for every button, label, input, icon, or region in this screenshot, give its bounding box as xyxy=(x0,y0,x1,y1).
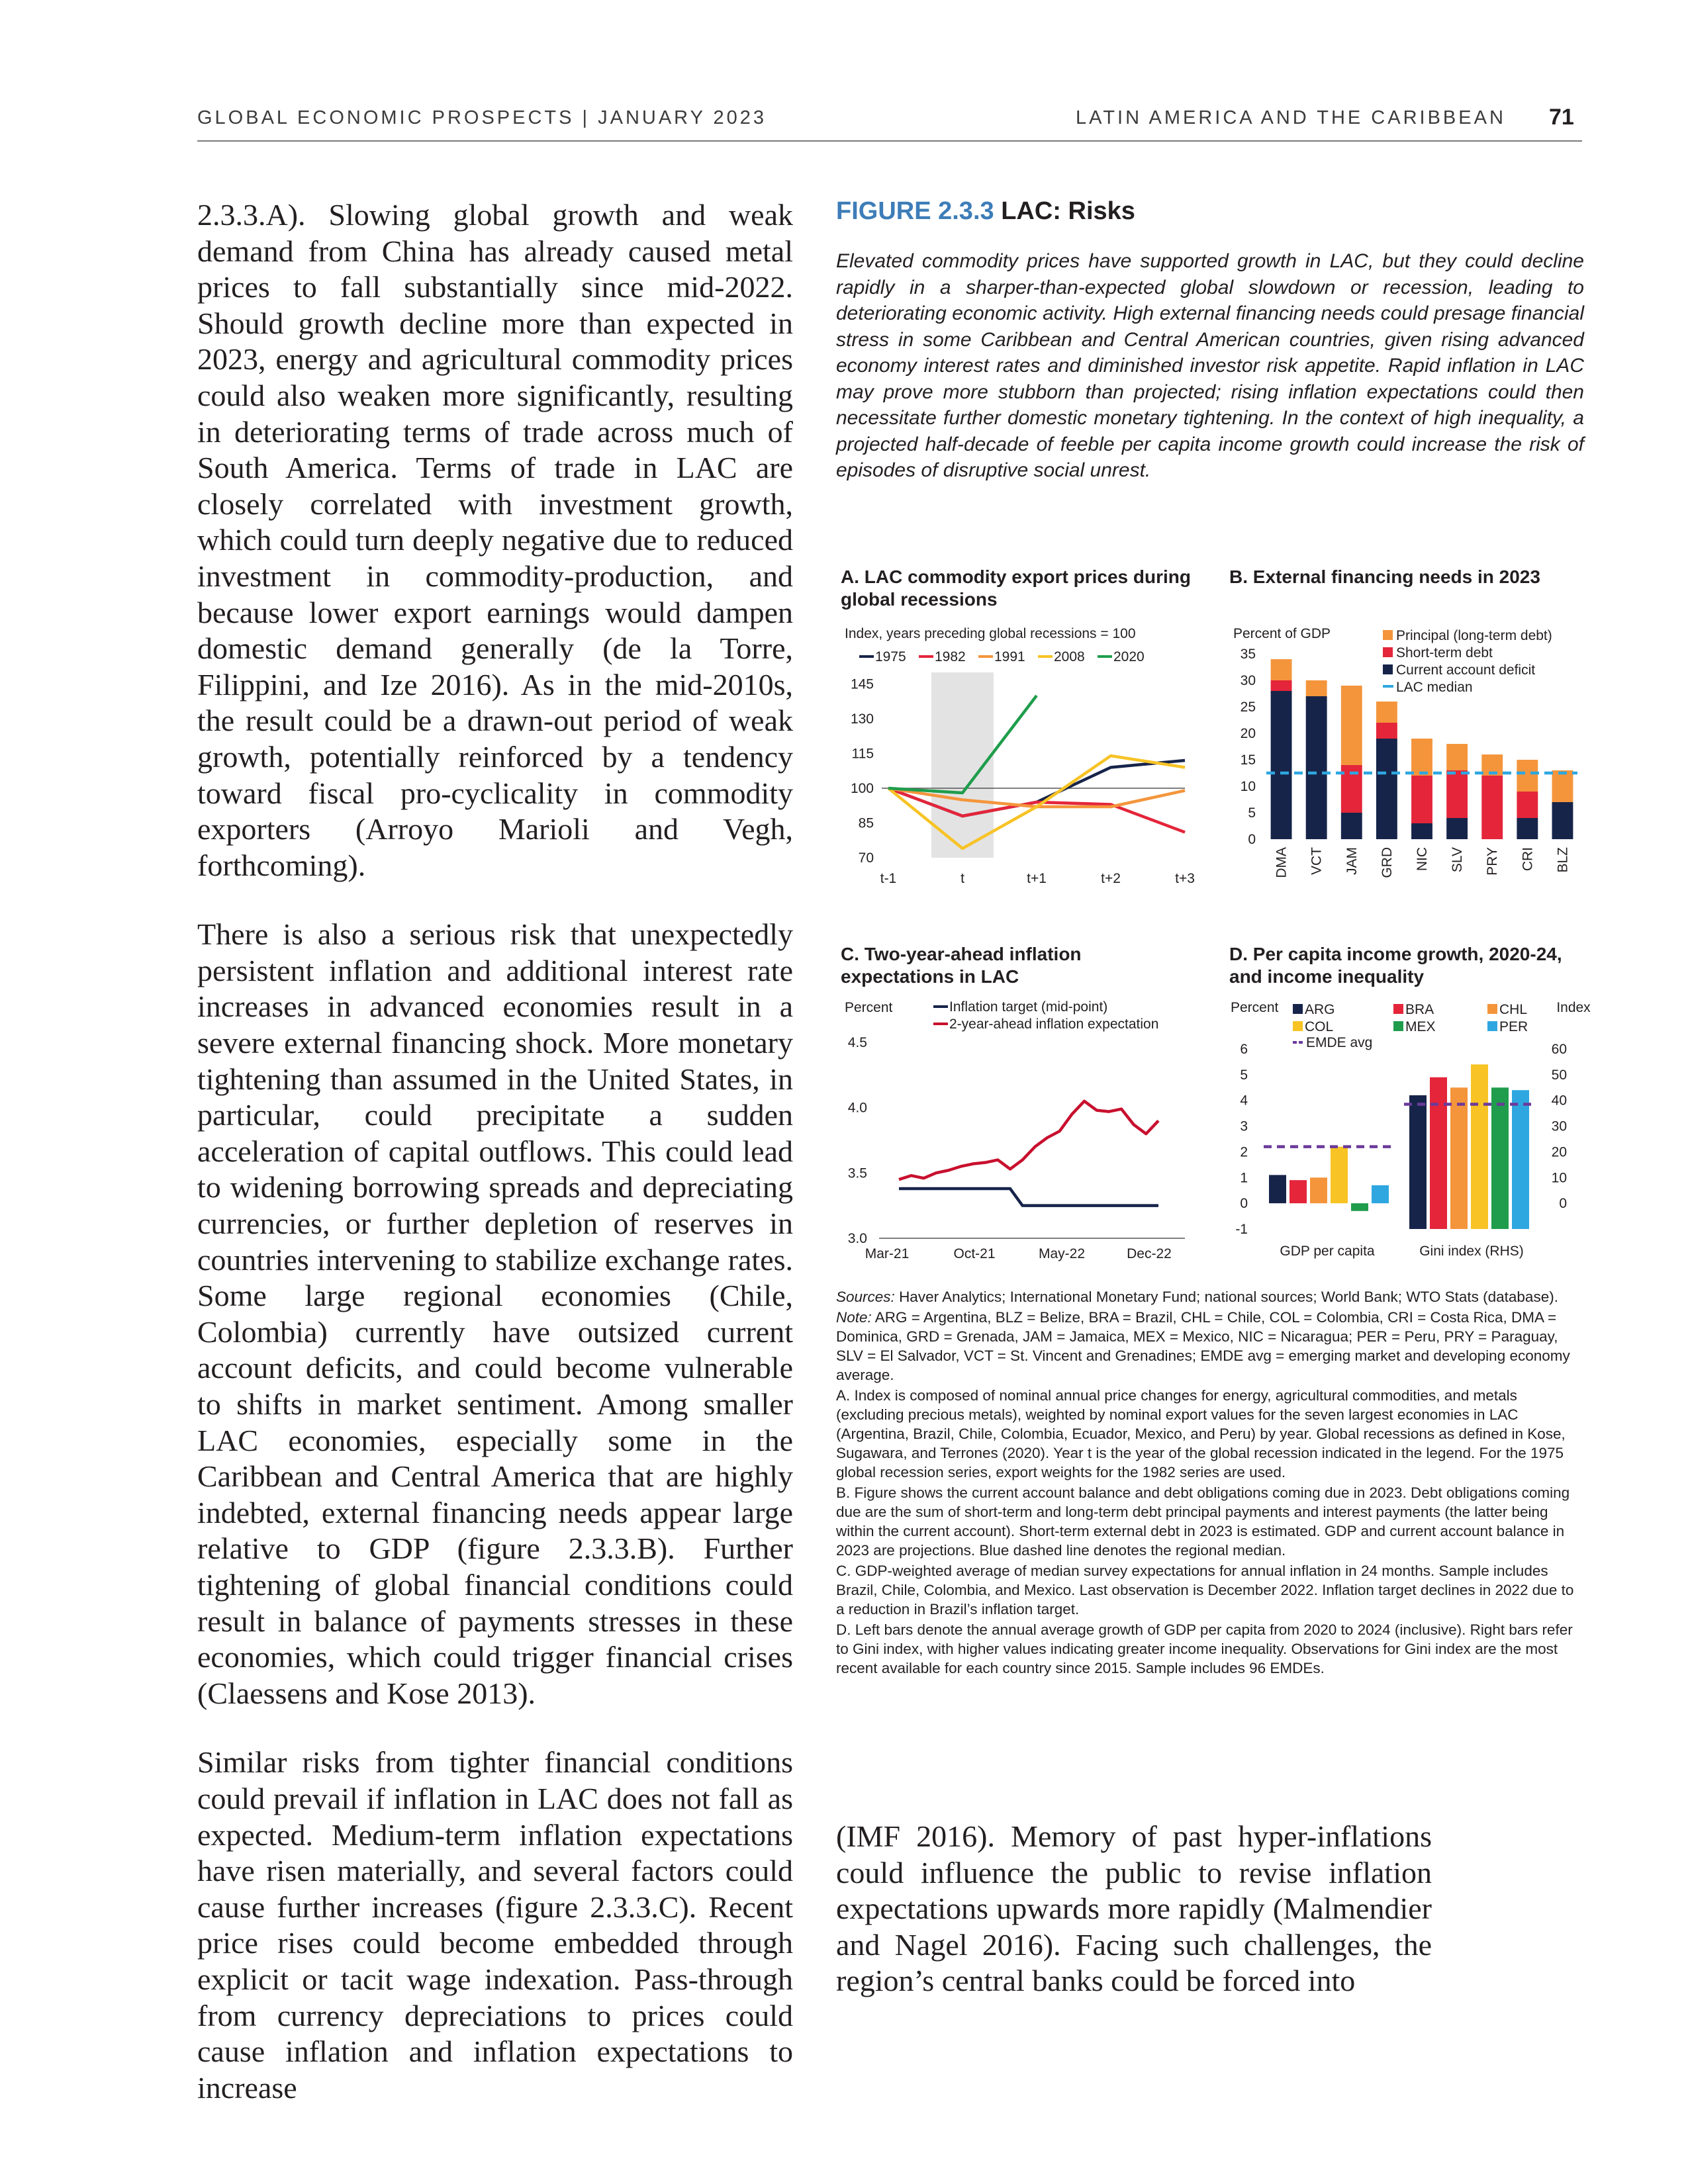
body-paragraph: 2.3.3.A). Slowing global growth and weak demand from China has already caused metal prices to fall substantially since mid-2022. Should growth decline more than expected in 2023, energy and agricultural commodity prices could also weaken more significantly, resulting in deteriorating terms of trade across much of South America. Terms of trade in LAC are closely correlated with investment growth, which could turn deeply negative due to reduced investment in commodity-production, and because lower export earnings would dampen domestic demand generally (de la Torre, Filippini, and Ize 2016). As in the mid-2010s, the result could be a drawn-out period of weak growth, potentially reinforced by a tendency toward fiscal pro-cyclicality in commodity exporters (Arroyo Marioli and Vegh, forthcoming). xyxy=(197,198,793,882)
chart-a-legend-label: 2020 xyxy=(1113,649,1145,664)
chart-b-xtick: CRI xyxy=(1520,847,1536,872)
chart-c-ytick: 3.0 xyxy=(847,1231,867,1246)
chart-a-ytick: 115 xyxy=(851,746,874,762)
chart-d-ytick: 3 xyxy=(1240,1118,1248,1134)
chart-d-legend-swatch xyxy=(1293,1004,1303,1014)
chart-b-bar-principal-long-term-debt- xyxy=(1341,686,1362,765)
chart-d-legend-swatch xyxy=(1393,1004,1403,1014)
chart-b-financing-needs xyxy=(1229,622,1587,900)
note-b: B. Figure shows the current account balance and debt obligations coming due in 2023. Debt obligations coming due are the sum of short-term and long-term debt principal payments and interest payments (the latter being within the current account). Short-term external debt in 2023 is estimated. GDP and current account balance in 2023 are projections. Blue dashed line denotes the regional median. xyxy=(836,1484,1570,1559)
sources-text: Haver Analytics; International Monetary Fund; national sources; World Bank; WTO Stats (database). xyxy=(899,1289,1558,1305)
chart-d-legend-swatch xyxy=(1487,1021,1497,1031)
chart-b-bar-current-account-deficit xyxy=(1552,802,1573,839)
chart-d-ytick: 2 xyxy=(1240,1144,1248,1160)
panel-b-title: B. External financing needs in 2023 xyxy=(1229,567,1540,587)
figure-notes xyxy=(836,1287,1584,1679)
chart-b-bar-principal-long-term-debt- xyxy=(1552,770,1573,802)
chart-d-gini-bar-chl xyxy=(1450,1087,1468,1229)
chart-d-gini-bar-mex xyxy=(1491,1087,1509,1229)
page-number: 71 xyxy=(1549,105,1574,130)
figure-caption: Elevated commodity prices have supported growth in LAC, but they could decline rapidly in a sharper-than-expected global slowdown or recession, leading to deteriorating economic activity. High external financing needs could presage financial stress in some Caribbean and Central American countries, given rising advanced economy interest rates and diminished investor risk appetite. Rapid inflation in LAC may prove more stubborn than projected; rising inflation expectations could then necessitate further domestic monetary tightening. In the context of high inequality, a projected half-decade of feeble per capita income growth could increase the risk of episodes of disruptive social unrest. xyxy=(836,250,1584,481)
chart-a-ytick: 145 xyxy=(850,676,874,692)
chart-d-y2tick: 20 xyxy=(1551,1144,1567,1160)
header-rule xyxy=(197,140,1582,142)
chart-a-xtick: t+3 xyxy=(1175,871,1195,886)
chart-d-legend-swatch xyxy=(1393,1021,1403,1031)
chart-b-bar-short-term-debt xyxy=(1411,776,1432,823)
chart-d-legend-label: BRA xyxy=(1405,1002,1434,1017)
chart-c-series-line xyxy=(899,1189,1158,1206)
chart-b-bar-current-account-deficit xyxy=(1271,691,1292,839)
chart-b-bar-current-account-deficit xyxy=(1446,818,1468,839)
chart-d-gdp-bar-arg xyxy=(1269,1175,1286,1203)
chart-a-xtick: t+1 xyxy=(1027,871,1047,886)
note-text: ARG = Argentina, BLZ = Belize, BRA = Brazil, CHL = Chile, COL = Colombia, CRI = Costa Rica, DMA = Dominica, GRD = Grenada, JAM = Jamaica, MEX = Mexico, NIC = Nicaragua; PER = Peru, PRY = Paraguay, SLV = El Salvador, VCT = St. Vincent and Grenadines; EMDE avg = emerging market and developing economy average. xyxy=(836,1309,1570,1383)
chart-c-xtick: Mar-21 xyxy=(865,1246,910,1261)
chart-b-ytick: 35 xyxy=(1240,647,1256,662)
chart-d-gini-bar-per xyxy=(1512,1090,1529,1229)
chart-b-bar-short-term-debt xyxy=(1446,770,1468,818)
running-header-right: LATIN AMERICA AND THE CARIBBEAN xyxy=(1076,107,1506,128)
chart-a-legend-label: 1975 xyxy=(875,649,906,664)
chart-d-y2label: Index xyxy=(1556,1000,1591,1015)
panel-a-title: A. LAC commodity export prices during global recessions xyxy=(841,567,1191,610)
chart-d-ytick: 1 xyxy=(1240,1170,1248,1186)
figure-title-text: LAC: Risks xyxy=(1001,197,1135,225)
chart-b-xtick: NIC xyxy=(1415,847,1430,872)
chart-b-ytick: 25 xyxy=(1240,700,1256,715)
chart-d-y2tick: 0 xyxy=(1559,1196,1567,1212)
chart-c-xtick: Oct-21 xyxy=(953,1246,996,1261)
chart-a-legend-label: 1991 xyxy=(994,649,1025,664)
chart-d-legend-label: EMDE avg xyxy=(1306,1035,1373,1050)
chart-b-legend-label: LAC median xyxy=(1396,680,1473,695)
chart-d-gdp-bar-mex xyxy=(1351,1203,1368,1211)
body-left-column xyxy=(197,197,793,2139)
chart-b-ytick: 30 xyxy=(1240,673,1256,688)
chart-b-xtick: SLV xyxy=(1450,847,1466,873)
chart-b-bar-short-term-debt xyxy=(1271,680,1292,691)
chart-d-y2tick: 60 xyxy=(1551,1042,1567,1057)
sources-note xyxy=(836,1287,1584,1306)
body-paragraph: Similar risks from tighter financial conditions could prevail if inflation in LAC does not fall as expected. Medium-term inflation expectations have risen materially, and several factors could cause further increases (figure 2.3.3.C). Recent price rises could become embedded through explicit or tacit wage indexation. Pass-through from currency depreciations to prices could cause inflation and inflation expectations to increase xyxy=(197,1745,793,2105)
panel-d-title: D. Per capita income growth, 2020-24, and income inequality xyxy=(1229,944,1562,987)
chart-d-ylabel: Percent xyxy=(1231,1000,1279,1015)
running-header-left: GLOBAL ECONOMIC PROSPECTS | JANUARY 2023 xyxy=(197,107,767,128)
body-paragraph: There is also a serious risk that unexpectedly persistent inflation and additional interest rate increases in advanced economies result in a severe external financing shock. More monetary tightening than assumed in the United States, in particular, could precipitate a sudden acceleration of capital outflows. This could lead to widening borrowing spreads and depreciating currencies, or further depletion of reserves in countries intervening to stabilize exchange rates. Some large regional economies (Chile, Colombia) currently have outsized current account deficits, and could become vulnerable to shifts in market sentiment. Among smaller LAC economies, especially some in the Caribbean and Central America that are highly indebted, external financing needs appear large relative to GDP (figure 2.3.3.B). Further tightening of global financial conditions could result in balance of payments stresses in these economies, which could trigger financial crises (Claessens and Kose 2013). xyxy=(197,917,793,1710)
chart-d-gdp-bar-chl xyxy=(1310,1177,1327,1203)
body-right-column: (IMF 2016). Memory of past hyper-inflations could influence the public to revise inflation expectations upwards more rapidly (Malmendier and Nagel 2016). Facing such challenges, the region’s central banks could be forced into xyxy=(836,1819,1432,1998)
chart-b-bar-current-account-deficit xyxy=(1517,818,1538,839)
definitions-note xyxy=(836,1308,1584,1385)
note-a: A. Index is composed of nominal annual price changes for energy, agricultural commodities, and metals (excluding precious metals), weighted by nominal export values for the seven largest economies in LAC (Argentina, Brazil, Chile, Colombia, Ecuador, Mexico, and Peru) by year. Global recessions as defined in Kose, Sugawara, and Terrones (2020). Year t is the year of the global recession indicated in the legend. For the 1975 global recession series, export weights for the 1982 series are used. xyxy=(836,1387,1566,1480)
chart-b-ytick: 15 xyxy=(1240,752,1256,768)
chart-b-bar-current-account-deficit xyxy=(1341,813,1362,839)
chart-d-legend-swatch xyxy=(1293,1021,1303,1031)
chart-d-income-inequality xyxy=(1229,996,1591,1274)
chart-b-xtick: JAM xyxy=(1344,847,1360,875)
chart-b-legend-label: Short-term debt xyxy=(1396,645,1493,660)
chart-b-bar-principal-long-term-debt- xyxy=(1517,760,1538,792)
chart-b-xtick: VCT xyxy=(1309,847,1325,875)
chart-d-y2tick: 50 xyxy=(1551,1067,1567,1083)
chart-d-gini-bar-arg xyxy=(1409,1095,1427,1229)
chart-c-ytick: 4.0 xyxy=(847,1100,867,1116)
chart-a-legend-label: 1982 xyxy=(935,649,966,664)
chart-d-legend-label: ARG xyxy=(1305,1002,1335,1017)
chart-d-gini-bar-col xyxy=(1471,1064,1488,1229)
chart-b-bar-short-term-debt xyxy=(1376,723,1397,739)
chart-a-ylabel: Index, years preceding global recessions = 100 xyxy=(845,626,1136,641)
chart-a-xtick: t xyxy=(961,871,964,886)
chart-b-xtick: BLZ xyxy=(1555,847,1571,873)
chart-d-legend-label: CHL xyxy=(1499,1002,1528,1017)
figure-title xyxy=(836,197,1584,226)
chart-d-group-label: Gini index (RHS) xyxy=(1419,1244,1524,1259)
chart-b-xtick: GRD xyxy=(1379,847,1395,878)
chart-c-xtick: Dec-22 xyxy=(1127,1246,1172,1261)
chart-c-legend-label: 2-year-ahead inflation expectation xyxy=(949,1017,1159,1032)
chart-d-legend-swatch xyxy=(1487,1004,1497,1014)
chart-b-ytick: 20 xyxy=(1240,726,1256,741)
figure-block xyxy=(836,197,1584,484)
chart-b-bar-short-term-debt xyxy=(1517,792,1538,818)
chart-b-bar-principal-long-term-debt- xyxy=(1446,744,1468,770)
chart-d-ytick: -1 xyxy=(1235,1222,1248,1237)
chart-d-y2tick: 10 xyxy=(1551,1170,1567,1186)
chart-b-legend-swatch xyxy=(1383,664,1393,674)
chart-d-y2tick: 30 xyxy=(1551,1118,1567,1134)
chart-c-ytick: 3.5 xyxy=(847,1165,867,1181)
chart-c-ytick: 4.5 xyxy=(847,1035,867,1050)
chart-d-ytick: 0 xyxy=(1240,1196,1248,1212)
chart-b-bar-current-account-deficit xyxy=(1306,696,1327,839)
chart-b-bar-principal-long-term-debt- xyxy=(1306,680,1327,696)
figure-number: FIGURE 2.3.3 xyxy=(836,197,994,225)
chart-a-ytick: 130 xyxy=(850,711,874,727)
note-c: C. GDP-weighted average of median survey expectations for annual inflation in 24 months. Sample includes Brazil, Chile, Colombia, and Mexico. Last observation is December 2022. Inflation target declines in 2022 due to a reduction in Brazil’s inflation target. xyxy=(836,1563,1574,1617)
chart-a-xtick: t+2 xyxy=(1101,871,1121,886)
chart-b-bar-principal-long-term-debt- xyxy=(1271,659,1292,680)
chart-b-ytick: 5 xyxy=(1248,805,1256,821)
chart-a-ytick: 100 xyxy=(850,781,874,796)
chart-b-legend-swatch xyxy=(1383,647,1393,657)
chart-b-bar-principal-long-term-debt- xyxy=(1376,702,1397,723)
chart-a-commodity-prices xyxy=(841,622,1198,900)
chart-b-bar-short-term-debt xyxy=(1481,776,1503,839)
chart-b-legend-label: Principal (long-term debt) xyxy=(1396,628,1552,643)
chart-b-legend-swatch xyxy=(1383,630,1393,640)
sources-label: Sources: xyxy=(836,1289,895,1305)
chart-c-legend-label: Inflation target (mid-point) xyxy=(949,999,1108,1015)
chart-d-gdp-bar-per xyxy=(1372,1185,1389,1203)
chart-d-ytick: 4 xyxy=(1240,1093,1248,1109)
chart-b-bar-principal-long-term-debt- xyxy=(1411,739,1432,776)
chart-b-ytick: 0 xyxy=(1248,832,1256,847)
chart-b-xtick: DMA xyxy=(1274,847,1289,878)
chart-b-ylabel: Percent of GDP xyxy=(1233,626,1331,641)
chart-c-xtick: May-22 xyxy=(1038,1246,1086,1261)
chart-b-bar-current-account-deficit xyxy=(1411,823,1432,839)
chart-d-y2tick: 40 xyxy=(1551,1093,1567,1109)
chart-d-gdp-bar-col xyxy=(1331,1147,1348,1203)
chart-d-ytick: 6 xyxy=(1240,1042,1248,1057)
chart-b-ytick: 10 xyxy=(1240,779,1256,794)
note-d: D. Left bars denote the annual average growth of GDP per capita from 2020 to 2024 (inclusive). Right bars refer to Gini index, with higher values indicating greater income inequality. Observations for Gini index are the most recent available for each country since 2015. Sample includes 96 EMDEs. xyxy=(836,1621,1573,1676)
chart-d-group-label: GDP per capita xyxy=(1280,1244,1375,1259)
panel-c-title: C. Two-year-ahead inflation expectations in LAC xyxy=(841,944,1082,987)
note-label: Note: xyxy=(836,1309,872,1326)
chart-c-ylabel: Percent xyxy=(845,1000,893,1015)
chart-c-series-line xyxy=(899,1101,1158,1179)
chart-d-legend-label: COL xyxy=(1305,1019,1334,1034)
chart-b-xtick: PRY xyxy=(1485,847,1501,876)
chart-d-legend-label: PER xyxy=(1499,1019,1528,1034)
chart-b-bar-current-account-deficit xyxy=(1376,739,1397,839)
chart-c-inflation-expectations xyxy=(841,996,1198,1274)
chart-a-xtick: t-1 xyxy=(880,871,897,886)
chart-b-legend-label: Current account deficit xyxy=(1396,662,1536,678)
chart-a-ytick: 85 xyxy=(858,815,874,831)
chart-d-ytick: 5 xyxy=(1240,1067,1248,1083)
chart-a-legend-label: 2008 xyxy=(1054,649,1085,664)
chart-a-ytick: 70 xyxy=(858,850,874,866)
chart-d-legend-label: MEX xyxy=(1405,1019,1436,1034)
chart-d-gdp-bar-bra xyxy=(1289,1180,1307,1203)
chart-d-gini-bar-bra xyxy=(1430,1077,1447,1229)
